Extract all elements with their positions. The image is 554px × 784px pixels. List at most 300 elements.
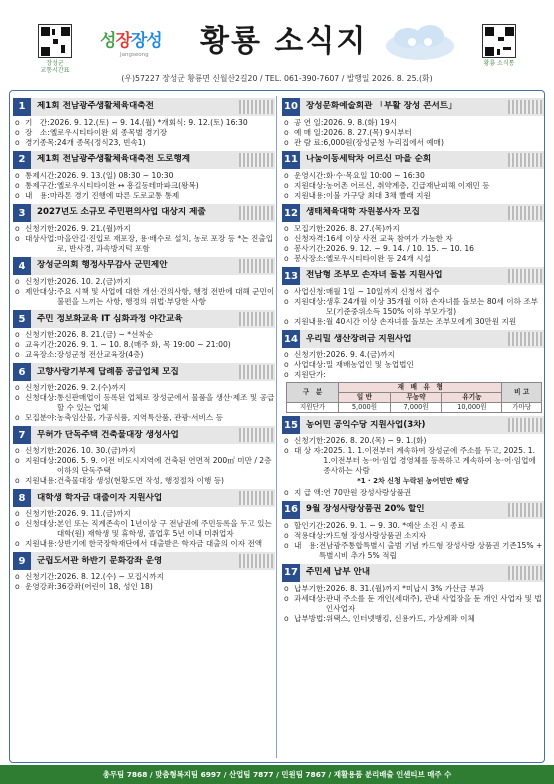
info-row — [282, 488, 544, 498]
row-colon: : — [47, 191, 50, 201]
section-tag-graphic — [508, 206, 542, 220]
row-colon: : — [323, 360, 326, 370]
bullet-icon: o — [15, 171, 20, 181]
row-label: 교육기간 — [25, 340, 55, 350]
section-10 — [282, 98, 544, 148]
row-colon: : — [54, 287, 57, 297]
section-tag-graphic — [239, 312, 273, 326]
bullet-icon: o — [15, 393, 20, 403]
info-row — [282, 181, 544, 191]
row-colon: : — [316, 540, 319, 550]
row-value: 2026. 10. 2.(금)까지 — [56, 277, 131, 287]
bullet-icon: o — [15, 287, 20, 297]
row-value: 2026. 9. 2.(수)까지 — [56, 383, 126, 393]
table-cell: 재 배 유 형 — [339, 383, 502, 393]
table-cell: 10,000원 — [442, 403, 502, 413]
row-value: 상반기에 한국장학재단에서 대출받은 학자금 대출의 이자 전액 — [56, 539, 263, 549]
section-11 — [282, 151, 544, 201]
row-colon: : — [323, 520, 326, 530]
section-tag-graphic — [239, 554, 273, 568]
info-row — [13, 128, 275, 138]
section-header — [13, 310, 275, 328]
bullet-icon: o — [284, 370, 289, 380]
row-value: 통신판매업이 등록된 업체로 장성군에서 물품을 생산·제조 및 공급할 수 있는 업체 — [56, 393, 275, 413]
section-header — [13, 489, 275, 507]
row-label: 장 소 — [25, 128, 48, 138]
row-label: 신청기한 — [294, 436, 324, 446]
bullet-icon: o — [284, 593, 289, 603]
section-title: 고향사랑기부제 답례품 공급업체 모집 — [37, 366, 179, 377]
section-number: 13 — [282, 267, 300, 285]
info-row — [282, 360, 544, 370]
row-label: 예 매 일 — [294, 128, 321, 138]
row-label: 지원내용 — [25, 476, 55, 486]
row-value: 2026. 9. 11.(금)까지 — [56, 509, 131, 519]
qr-code-left-icon[interactable] — [38, 24, 72, 58]
row-value: 전남광주통합특별시 출범 기념 카드형 장성사랑 상품권 기존15% + 특별시비 추가 5% 적립 — [318, 540, 543, 560]
section-title: 우리밀 생산장려금 지원사업 — [306, 333, 412, 344]
bullet-icon: o — [284, 254, 289, 264]
info-row — [13, 171, 275, 181]
row-colon: : — [54, 330, 57, 340]
info-row — [13, 224, 275, 234]
row-value: 2026. 8. 12.(수) ~ 모집시까지 — [56, 572, 164, 582]
section-tag-graphic — [508, 503, 542, 517]
info-row — [282, 171, 544, 181]
row-value: 생후 24개월 이상 35개월 이하 손자녀를 돌보는 80세 이하 조부모(기준중위소득 150% 이하 부모가정) — [325, 297, 538, 317]
section-title: 장성문화예술회관 「부활 장성 콘서트」 — [306, 101, 457, 112]
row-label: 할인기간 — [294, 520, 324, 530]
row-colon: : — [323, 583, 326, 593]
info-row — [13, 446, 275, 456]
bullet-icon: o — [284, 234, 289, 244]
row-value: 2026. 9. 13.(일) 08:30 ~ 10:30 — [56, 171, 174, 181]
info-row — [282, 224, 544, 234]
bullet-icon: o — [284, 244, 289, 254]
row-label: 교육장소 — [25, 350, 55, 360]
row-label: 신청대상 — [25, 393, 55, 403]
row-value: 2026. 9. 1. ~ 10. 8.(매주 화, 목 19:00 ~ 21:00) — [56, 340, 231, 350]
row-colon: : — [54, 340, 57, 350]
bullet-icon: o — [284, 446, 289, 456]
info-row — [282, 541, 544, 561]
info-row — [282, 594, 544, 614]
info-row — [13, 383, 275, 393]
row-value: 밀 재배농업인 및 농업법인 — [325, 360, 414, 370]
row-label: 신청자격 — [294, 234, 324, 244]
row-colon: : — [54, 393, 57, 403]
bullet-icon: o — [15, 181, 20, 191]
row-value: 2026. 8. 20.(목) ~ 9. 1.(화) — [325, 436, 427, 446]
row-value: 2026. 8. 31.(월)까지 *미납시 3% 가산금 부과 — [325, 583, 484, 593]
row-label: 지원대상 — [25, 456, 55, 466]
bullet-icon: o — [284, 317, 289, 327]
row-colon: : — [47, 118, 50, 127]
table-cell: 유기농 — [442, 393, 502, 403]
row-label: 내 용 — [25, 191, 48, 201]
info-row — [282, 287, 544, 297]
info-row — [13, 519, 275, 539]
row-label: 기 간 — [25, 118, 48, 127]
section-header — [282, 501, 544, 519]
row-value: 카드형 장성사랑상품권 소지자 — [325, 530, 427, 540]
row-value: 2026. 9. 1. ~ 9. 30. *예산 소진 시 종료 — [325, 520, 465, 530]
section-header — [13, 204, 275, 222]
section-tag-graphic — [239, 365, 273, 379]
section-number: 17 — [282, 564, 300, 582]
row-label: 신청기한 — [25, 383, 55, 393]
row-label: 적용대상 — [294, 530, 324, 540]
section-number: 12 — [282, 204, 300, 222]
section-number: 2 — [13, 151, 31, 169]
row-value: 24개 종목(정식23, 빈속1) — [56, 138, 146, 148]
row-value: 2026. 9. 4.(금)까지 — [325, 350, 395, 360]
section-title: 9월 장성사랑상품권 20% 할인 — [306, 503, 425, 514]
section-tag-graphic — [508, 566, 542, 580]
info-row — [282, 350, 544, 360]
jangseong-logo: 성장장성 — [100, 31, 162, 51]
section-12 — [282, 204, 544, 264]
bullet-icon: o — [15, 383, 20, 393]
row-label: 납부방법 — [294, 613, 324, 623]
row-value: 위택스, 인터넷뱅킹, 신용카드, 가상계좌 이체 — [325, 613, 475, 623]
row-value: 2025. 1. 1.이전부터 계속하여 장성군에 주소를 두고, 2025. 1. 1.이전부터 농·어·임업 경영체를 등록하고 계속하여 농·어·임업에 종사하는 사람 — [323, 446, 536, 476]
table-cell: 지원단가 — [287, 403, 339, 413]
row-label: 과세대상 — [294, 593, 324, 603]
info-row — [282, 370, 544, 380]
info-row — [282, 138, 544, 148]
section-14 — [282, 330, 544, 413]
column-divider — [276, 96, 277, 758]
row-value: 월 40시간 이상 손자녀를 돌보는 조부모에게 30만원 지원 — [325, 317, 517, 327]
section-title: 2027년도 소규모 주민편의사업 대상지 제출 — [37, 207, 206, 218]
section-tag-graphic — [239, 100, 273, 114]
row-label: 지원단가 — [294, 370, 324, 380]
row-colon: : — [54, 277, 57, 287]
footer-contacts: 총무팀 7868 / 맞춤형복지팀 6997 / 산업팀 7877 / 민원팀 7867 / 재활용품 분리배출 인센티브 매주 수 — [0, 765, 554, 784]
section-number: 8 — [13, 489, 31, 507]
section-17 — [282, 564, 544, 624]
bullet-icon: o — [15, 509, 20, 519]
row-value: 연 70만원 장성사랑상품권 — [323, 487, 412, 497]
bullet-icon: o — [284, 171, 289, 181]
row-colon: : — [323, 530, 326, 540]
table-cell: 7,000원 — [390, 403, 442, 413]
row-colon: : — [323, 593, 326, 603]
row-colon: : — [54, 224, 57, 234]
section-number: 15 — [282, 416, 300, 434]
bullet-icon: o — [284, 487, 289, 497]
section-header — [282, 204, 544, 222]
row-label: 지원대상 — [294, 297, 324, 307]
bullet-icon: o — [15, 446, 20, 456]
table-row — [287, 403, 542, 413]
info-row — [13, 582, 275, 592]
section-title: 생태체육대학 자원봉사자 모집 — [306, 207, 420, 218]
row-value: 6,000원(장성군청 누리집에서 예매) — [323, 138, 444, 148]
section-header — [13, 426, 275, 444]
right-column — [282, 98, 544, 627]
section-tag-graphic — [239, 259, 273, 273]
row-value: 옐로우시티타이완 ↔ 흥길동테마파크(왕복) — [56, 181, 199, 191]
row-colon: : — [54, 383, 57, 393]
row-value: 장성군청 전산교육장(4층) — [56, 350, 144, 360]
bullet-icon: o — [284, 287, 289, 297]
bullet-icon: o — [284, 540, 289, 550]
qr-right-caption: 황룡 소식통 — [483, 60, 515, 67]
row-colon: : — [54, 519, 57, 529]
bullet-icon: o — [15, 234, 20, 244]
info-row — [13, 476, 275, 486]
row-value: 마라톤 경기 진행에 따른 도로교통 통제 — [49, 191, 180, 201]
bullet-icon: o — [15, 519, 20, 529]
row-value: 16세 이상 사전 교육 참여가 가능한 자 — [325, 234, 453, 244]
bullet-icon: o — [15, 413, 20, 423]
row-label: 대상사업 — [25, 234, 55, 244]
info-row — [13, 340, 275, 350]
row-value: 농축임산물, 가공식품, 지역특산품, 관광·서비스 등 — [56, 413, 223, 423]
info-row — [13, 277, 275, 287]
row-value: 옐로우시티타이완 외 종목별 경기장 — [49, 128, 168, 138]
info-row — [13, 413, 275, 423]
info-row — [282, 118, 544, 128]
row-colon: : — [54, 582, 57, 592]
table-cell: 구 분 — [287, 383, 339, 403]
row-colon: : — [323, 287, 326, 297]
row-colon: : — [320, 487, 324, 497]
bullet-icon: o — [15, 582, 20, 592]
info-row — [282, 297, 544, 317]
info-row — [13, 572, 275, 582]
bullet-icon: o — [15, 350, 20, 360]
section-title: 나눔이동세탁차 어르신 마을 순회 — [306, 154, 432, 165]
row-label: 제안대상 — [25, 287, 55, 297]
section-3 — [13, 204, 275, 254]
row-colon: : — [54, 456, 57, 466]
row-colon: : — [54, 138, 57, 148]
section-header — [282, 267, 544, 285]
row-colon: : — [54, 476, 57, 486]
row-colon: : — [54, 446, 57, 456]
bullet-icon: o — [284, 360, 289, 370]
section-tag-graphic — [239, 428, 273, 442]
bullet-icon: o — [15, 118, 20, 127]
row-label: 공 연 일 — [294, 118, 321, 127]
row-colon: : — [320, 446, 324, 456]
row-colon: : — [323, 171, 326, 181]
section-title: 제1회 전남광주생활체육대축전 — [37, 101, 154, 112]
bullet-icon: o — [15, 330, 20, 340]
header — [0, 0, 554, 90]
section-title: 주민 정보화교육 IT 심화과정 야간교육 — [37, 313, 183, 324]
bullet-icon: o — [15, 456, 20, 466]
section-number: 5 — [13, 310, 31, 328]
row-colon: : — [323, 181, 326, 191]
qr-left-caption: 장성군 교통시간표 — [40, 60, 70, 75]
section-tag-graphic — [508, 269, 542, 283]
row-value: 36강좌(어린이 18, 성인 18) — [56, 582, 153, 592]
table-cell: 무농약 — [390, 393, 442, 403]
info-row — [13, 539, 275, 549]
section-header — [13, 257, 275, 275]
bullet-icon: o — [284, 613, 289, 623]
info-row — [13, 287, 275, 307]
row-label: 신청기간 — [25, 572, 55, 582]
row-label: 경기종목 — [25, 138, 55, 148]
info-row — [282, 244, 544, 254]
table-cell: 비 고 — [502, 383, 542, 403]
section-header — [13, 151, 275, 169]
row-colon: : — [323, 191, 326, 201]
info-row — [282, 436, 544, 446]
info-row — [13, 181, 275, 191]
section-title: 무허가 단독주택 건축물대장 생성사업 — [37, 429, 179, 440]
row-colon: : — [323, 436, 326, 446]
row-value: 농어촌 어르신, 취약계층, 긴급재난피해 이재민 등 — [325, 181, 490, 191]
section-title: 제1회 전남광주생활체육대축전 도로행계 — [37, 154, 191, 165]
newsletter-title: 황룡 소식지 — [200, 24, 368, 59]
section-tag-graphic — [508, 153, 542, 167]
row-colon: : — [320, 128, 324, 138]
bullet-icon: o — [15, 138, 20, 148]
row-label: 신청기한 — [25, 224, 55, 234]
row-label: 운영시간 — [294, 171, 324, 181]
info-row — [13, 138, 275, 148]
row-label: 신청기한 — [25, 277, 55, 287]
section-13 — [282, 267, 544, 327]
bullet-icon: o — [284, 128, 289, 138]
info-row — [282, 614, 544, 624]
section-header — [282, 564, 544, 582]
section-number: 9 — [13, 552, 31, 570]
row-label: 내 용 — [294, 540, 317, 550]
bullet-icon: o — [15, 572, 20, 582]
section-title: 농어민 공익수당 지원사업(3차) — [306, 419, 426, 430]
row-label: 신청기한 — [25, 509, 55, 519]
info-row — [282, 254, 544, 264]
row-value: 2026. 8. 21.(금) ~ *선착순 — [56, 330, 154, 340]
section-number: 11 — [282, 151, 300, 169]
row-colon: : — [323, 613, 326, 623]
bullet-icon: o — [15, 539, 20, 549]
info-row — [13, 234, 275, 254]
section-header — [13, 98, 275, 116]
row-label: 모집기한 — [294, 224, 324, 234]
row-colon: : — [54, 181, 57, 191]
row-value: 2026. 8. 27.(목)까지 — [325, 224, 400, 234]
row-colon: : — [54, 350, 57, 360]
row-label: 사업대상 — [294, 360, 324, 370]
row-label: 운영강좌 — [25, 582, 55, 592]
table-cell: 일 반 — [339, 393, 391, 403]
section-title: 전남형 조부모 손자녀 돌봄 지원사업 — [306, 270, 443, 281]
row-colon: : — [323, 297, 326, 307]
section-title: 주민세 납부 안내 — [306, 566, 371, 577]
bullet-icon: o — [15, 191, 20, 201]
section-note: *1 · 2차 신청 누락된 농어민만 해당 — [357, 477, 469, 486]
row-colon: : — [323, 234, 326, 244]
row-colon: : — [320, 138, 324, 148]
bullet-icon: o — [15, 476, 20, 486]
cloud-badge-icon — [380, 22, 460, 62]
bullet-icon: o — [284, 530, 289, 540]
section-title: 장성군의회 행정사무감사 군민제안 — [37, 260, 168, 271]
section-tag-graphic — [508, 100, 542, 114]
info-row — [282, 446, 544, 476]
row-value: 2026. 9. 21.(월)까지 — [56, 224, 131, 234]
row-colon: : — [47, 128, 50, 138]
row-value: 2026. 10. 30.(금)까지 — [56, 446, 136, 456]
section-tag-graphic — [239, 491, 273, 505]
info-row — [282, 317, 544, 327]
bullet-icon: o — [284, 224, 289, 234]
row-label: 지 급 액 — [294, 487, 321, 497]
bullet-icon: o — [284, 583, 289, 593]
row-value: 2026. 9. 8.(화) 19시 — [323, 118, 398, 127]
section-tag-graphic — [239, 206, 273, 220]
row-colon: : — [323, 317, 326, 327]
info-row — [282, 128, 544, 138]
section-number: 1 — [13, 98, 31, 116]
row-label: 신청대상 — [25, 519, 55, 529]
row-label: 신청기한 — [25, 330, 55, 340]
row-label: 신청기한 — [25, 446, 55, 456]
qr-code-right-icon[interactable] — [482, 24, 516, 58]
info-row — [282, 584, 544, 594]
section-number: 6 — [13, 363, 31, 381]
bullet-icon: o — [15, 340, 20, 350]
section-number: 4 — [13, 257, 31, 275]
row-label: 봉사기간 — [294, 244, 324, 254]
info-row — [13, 191, 275, 201]
section-title: 대학생 학자금 대출이자 지원사업 — [37, 492, 163, 503]
info-row — [13, 330, 275, 340]
bullet-icon: o — [284, 138, 289, 148]
row-value: 2026. 8. 27.(목) 9시부터 — [323, 128, 412, 138]
row-value: 주요 시책 및 사업에 대한 개선·건의사항, 행정 전반에 대해 군민이 불편을 느끼는 사항, 행정의 위법·부당한 사항 — [56, 287, 275, 307]
section-15 — [282, 416, 544, 497]
address-line: (우)57227 장성군 황룡면 신월산2길20 / TEL. 061-390-7607 / 발행일 2026. 8. 25.(화) — [121, 74, 433, 83]
info-row — [13, 509, 275, 519]
row-label: 지원내용 — [294, 191, 324, 201]
table-row — [287, 383, 542, 393]
info-row — [282, 234, 544, 244]
row-value: 관내 주소를 둔 개인(세대주), 관내 사업장을 둔 개인 사업자 및 법인사업자 — [325, 593, 542, 613]
row-label: 관 람 료 — [294, 138, 321, 148]
section-number: 14 — [282, 330, 300, 348]
row-label: 지원내용 — [294, 317, 324, 327]
section-number: 3 — [13, 204, 31, 222]
section-4 — [13, 257, 275, 307]
section-2 — [13, 151, 275, 201]
row-colon: : — [54, 509, 57, 519]
bullet-icon: o — [15, 128, 20, 138]
row-label: 대 상 자 — [294, 446, 321, 456]
table-cell: 5,000원 — [339, 403, 391, 413]
section-number: 16 — [282, 501, 300, 519]
row-label: 사업신청 — [294, 287, 324, 297]
row-value: 2006. 5. 9. 이전 비도시지역에 건축된 연면적 200㎡ 미만 / 2층 이하의 단독주택 — [56, 456, 272, 476]
row-label: 통제시간 — [25, 171, 55, 181]
section-1 — [13, 98, 275, 148]
section-7 — [13, 426, 275, 486]
logo-subtitle: Jangseong — [120, 52, 149, 58]
section-16 — [282, 501, 544, 561]
bullet-icon: o — [284, 436, 289, 446]
section-header — [13, 363, 275, 381]
bullet-icon: o — [284, 350, 289, 360]
row-label: 봉사장소 — [294, 254, 324, 264]
